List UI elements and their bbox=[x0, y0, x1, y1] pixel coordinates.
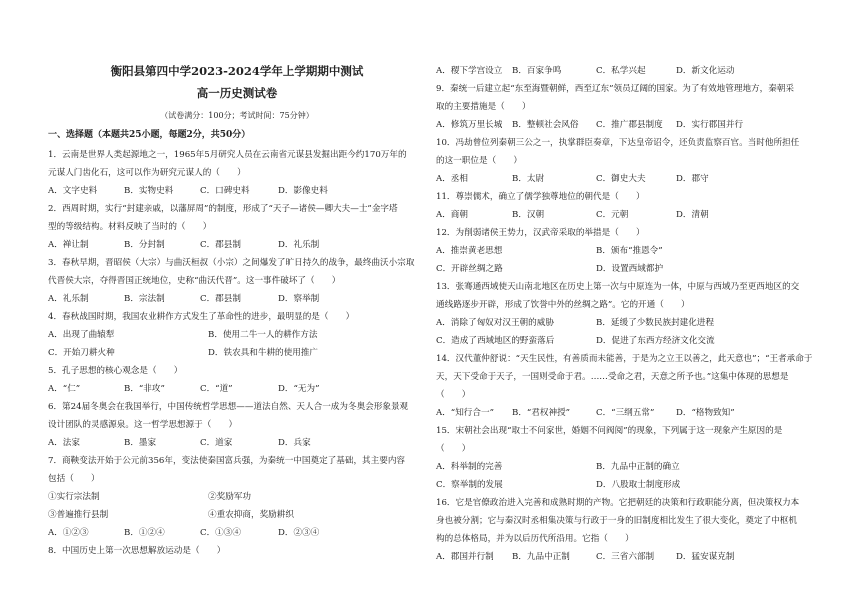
option: A．推崇黄老思想 bbox=[436, 246, 503, 256]
section-heading: 一、选择题（本题共25小题，每题2分，共50分） bbox=[48, 130, 251, 140]
option: A．礼乐制 bbox=[48, 294, 89, 304]
option: A．消除了匈奴对汉王朝的威胁 bbox=[436, 318, 554, 328]
option: B．太尉 bbox=[512, 174, 545, 184]
question-text: 9．秦统一后建立起“东至海暨朝鲜，西至辽东”领员辽阔的国家。为了有效地管理地方，秦朝采 bbox=[436, 84, 795, 94]
option: D．“无为” bbox=[278, 384, 320, 394]
option: D．影像史料 bbox=[278, 186, 328, 196]
option: B．整顿社会风俗 bbox=[512, 120, 579, 130]
option: D．清朝 bbox=[676, 210, 709, 220]
option: A．禅让制 bbox=[48, 240, 89, 250]
option: D．察举制 bbox=[278, 294, 320, 304]
option: A．修筑万里长城 bbox=[436, 120, 503, 130]
option: D．新文化运动 bbox=[676, 66, 735, 76]
question-text: 11．尊崇儒术，确立了儒学独尊地位的朝代是（ ） bbox=[436, 192, 645, 202]
option: C．私学兴起 bbox=[596, 66, 646, 76]
question-text: 通线路逐步开辟，形成了饮誉中外的丝绸之路”。它的开通（ ） bbox=[436, 300, 690, 310]
option: B．宗法制 bbox=[124, 294, 165, 304]
option: B．九品中正制 bbox=[512, 552, 570, 562]
option: D．“格物致知” bbox=[676, 408, 735, 418]
question-text: 5．孔子思想的核心观念是（ ） bbox=[48, 366, 183, 376]
option: D．设置西域都护 bbox=[596, 264, 664, 274]
question-text: （ ） bbox=[436, 390, 471, 400]
question-text: 设计团队的灵感源泉。这一哲学思想源于（ ） bbox=[48, 420, 238, 430]
option: A．出现了曲辕犁 bbox=[48, 330, 115, 340]
option: B．颁布“推恩令” bbox=[596, 246, 663, 256]
question-text: 13．张骞通西域使天山南北地区在历史上第一次与中原连为一体，中原与西域乃至更西地区的交 bbox=[436, 282, 800, 292]
option: A．商朝 bbox=[436, 210, 468, 220]
option: C．开始刀耕火种 bbox=[48, 348, 115, 358]
option: B．墨家 bbox=[124, 438, 157, 448]
question-text: 身也被分割；它与秦汉时丞相集决策与行政于一身的旧制度相比发生了很大变化，奠定了中枢机 bbox=[436, 516, 797, 526]
question-text: 16．它是官僚政治进入完善和成熟时期的产物。它把朝廷的决策和行政职能分离，但决策权力本 bbox=[436, 498, 800, 508]
option: D．促进了东西方经济文化交流 bbox=[596, 336, 715, 346]
question-text: 8．中国历史上第一次思想解放运动是（ ） bbox=[48, 546, 226, 556]
option: C．郡县制 bbox=[200, 240, 241, 250]
option: C．开辟丝绸之路 bbox=[436, 264, 503, 274]
option: B．九品中正制的确立 bbox=[596, 462, 680, 472]
option: A．科举制的完善 bbox=[436, 462, 503, 472]
option: D．②③④ bbox=[278, 528, 320, 538]
exam-info: （试卷满分：100分；考试时间：75分钟） bbox=[160, 111, 314, 120]
question-text: 型的等级结构。材料反映了当时的（ ） bbox=[48, 222, 212, 232]
option: B．分封制 bbox=[124, 240, 165, 250]
question-text: 1．云南是世界人类起源地之一，1965年5月研究人员在云南省元谋县发掘出距今约170万年的 bbox=[48, 150, 407, 160]
question-text: 天，天下受命于天子，一国则受命于君。……受命之君，天意之所予也。”这集中体现的思想是 bbox=[436, 372, 789, 382]
option: C．造成了西域地区的野蛮落后 bbox=[436, 336, 555, 346]
question-text: 14．汉代董仲舒说：“天生民性，有善质而未能善，于是为之立王以善之，此天意也”；“王者承命于 bbox=[436, 354, 813, 364]
option: B．汉朝 bbox=[512, 210, 545, 220]
option: B．延缓了少数民族封建化进程 bbox=[596, 318, 715, 328]
option: D．兵家 bbox=[278, 438, 311, 448]
statement: ②奖励军功 bbox=[208, 492, 251, 502]
exam-title: 衡阳县第四中学2023-2024学年上学期期中测试 bbox=[110, 64, 364, 78]
question-text: 2．西周时期，实行“封建亲戚，以藩屏周”的制度，形成了“天子—诸侯—卿大夫—士”金字塔 bbox=[48, 204, 398, 214]
option: A．法家 bbox=[48, 438, 80, 448]
option: C．郡县制 bbox=[200, 294, 241, 304]
option: C．“道” bbox=[200, 384, 233, 394]
option: D．猛安谋克制 bbox=[676, 552, 735, 562]
option: C．①③④ bbox=[200, 528, 241, 538]
option: C．察举制的发展 bbox=[436, 480, 503, 490]
option: D．礼乐制 bbox=[278, 240, 320, 250]
option: B．①②④ bbox=[124, 528, 165, 538]
exam-subtitle: 高一历史测试卷 bbox=[196, 86, 278, 100]
option: B．“君权神授” bbox=[512, 408, 571, 418]
question-text: 代晋侯大宗，夺得晋国正统地位，史称“曲沃代晋”。这一事件破坏了（ ） bbox=[48, 276, 341, 286]
question-text: 3．春秋早期，晋昭侯（大宗）与曲沃桓叔（小宗）之间爆发了旷日持久的战争，最终曲沃小宗取 bbox=[48, 258, 415, 268]
statement: ③普遍推行县制 bbox=[48, 510, 109, 520]
option: A．丞相 bbox=[436, 174, 468, 184]
question-text: （ ） bbox=[436, 444, 471, 454]
question-text: 取的主要措施是（ ） bbox=[436, 102, 531, 112]
option: C．元朝 bbox=[596, 210, 629, 220]
question-text: 元谋人门齿化石，这可以作为研究元谋人的（ ） bbox=[48, 168, 246, 178]
question-text: 4．春秋战国时期，我国农业耕作方式发生了革命性的进步，最明显的是（ ） bbox=[48, 312, 355, 322]
option: B．实物史料 bbox=[124, 186, 174, 196]
statement: ①实行宗法制 bbox=[48, 492, 100, 502]
question-text: 的这一职位是（ ） bbox=[436, 156, 522, 166]
option: C．三省六部制 bbox=[596, 552, 655, 562]
question-text: 10．冯劫曾位列秦朝三公之一，执掌群臣奏章，下达皇帝诏令，还负责监察百官。当时他所担任 bbox=[436, 138, 800, 148]
question-text: 包括（ ） bbox=[48, 474, 100, 484]
option: D．郡守 bbox=[676, 174, 709, 184]
option: C．御史大夫 bbox=[596, 174, 646, 184]
option: A．郡国并行制 bbox=[436, 552, 494, 562]
option: A．“知行合一” bbox=[436, 408, 494, 418]
question-text: 6．第24届冬奥会在我国举行，中国传统哲学思想——道法自然、天人合一成为冬奥会形象景观 bbox=[48, 402, 409, 412]
option: A．“仁” bbox=[48, 384, 81, 394]
option: C．“三纲五常” bbox=[596, 408, 655, 418]
option: B．使用二牛一人的耕作方法 bbox=[208, 330, 318, 340]
question-text: 12．为削弱诸侯王势力，汉武帝采取的举措是（ ） bbox=[436, 228, 645, 238]
question-text: 15．宋朝社会出现“取士不问家世，婚姻不问阀阅”的现象，下列属于这一现象产生原因的是 bbox=[436, 426, 783, 436]
option: A．稷下学宫设立 bbox=[436, 66, 503, 76]
option: A．文字史料 bbox=[48, 186, 98, 196]
option: C．口碑史料 bbox=[200, 186, 250, 196]
option: B．百家争鸣 bbox=[512, 66, 562, 76]
option: C．道家 bbox=[200, 438, 233, 448]
option: D．实行郡国并行 bbox=[676, 120, 744, 130]
statement: ④重农抑商，奖励耕织 bbox=[208, 510, 294, 520]
option: D．八股取士制度形成 bbox=[596, 480, 681, 490]
option: B．“非攻” bbox=[124, 384, 165, 394]
question-text: 构的总体格局，并为以后历代所沿用。它指（ ） bbox=[436, 534, 634, 544]
question-text: 7．商鞅变法开始于公元前356年，变法使秦国富兵强，为秦统一中国奠定了基础，其主要内容 bbox=[48, 456, 406, 466]
option: C．推广郡县制度 bbox=[596, 120, 663, 130]
option: D．铁农具和牛耕的使用推广 bbox=[208, 348, 319, 358]
option: A．①②③ bbox=[48, 528, 89, 538]
